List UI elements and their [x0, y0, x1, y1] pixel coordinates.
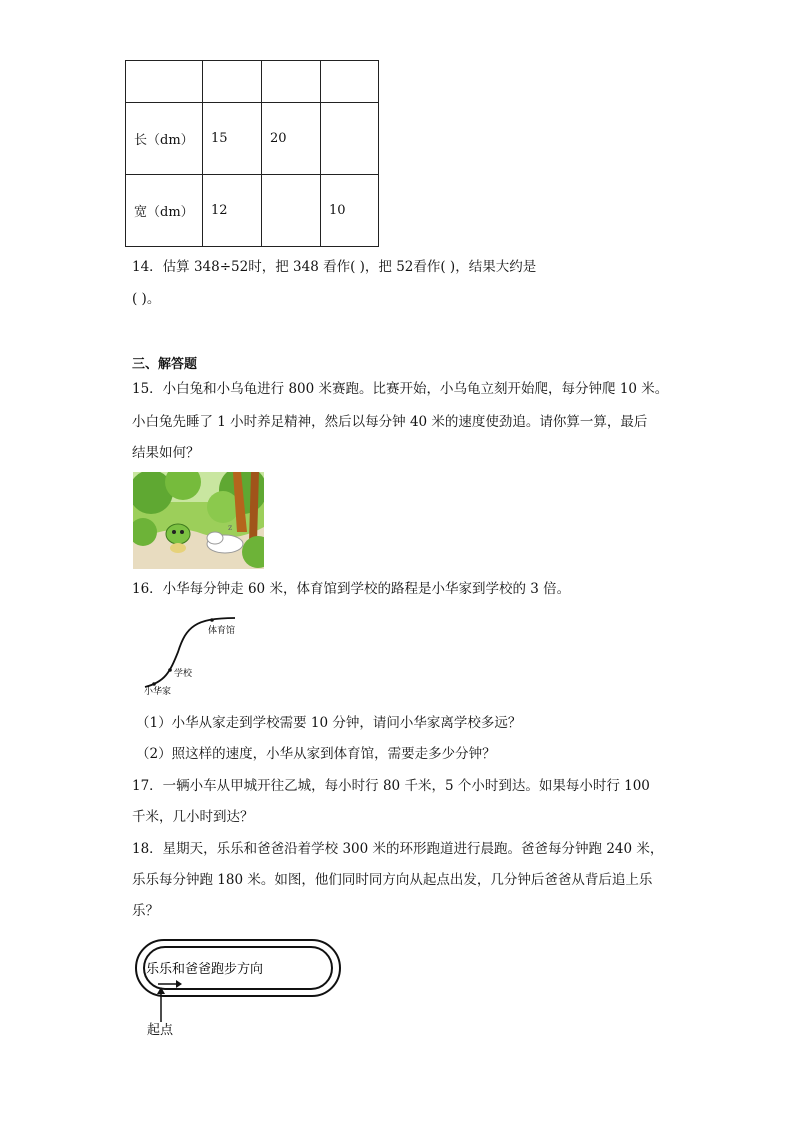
table-cell — [321, 103, 379, 175]
track-label: 乐乐和爸爸跑步方向 — [146, 962, 264, 977]
question-16-line-1: 16．小华每分钟走 60 米，体育馆到学校的路程是小华家到学校的 3 倍。 — [132, 581, 571, 597]
table-cell — [262, 61, 321, 103]
section-title: 三、解答题 — [132, 357, 198, 372]
table-cell — [126, 61, 203, 103]
table-row — [126, 175, 379, 247]
dimension-table — [125, 60, 379, 247]
question-15-line-2: 小白兔先睡了 1 小时养足精神，然后以每分钟 40 米的速度使劲追。请你算一算，最后 — [132, 414, 648, 430]
table-cell: 宽（dm） — [126, 175, 203, 247]
rabbit-turtle-illustration — [133, 472, 264, 569]
question-18-line-1: 18．星期天，乐乐和爸爸沿着学校 300 米的环形跑道进行晨跑。爸爸每分钟跑 240 米， — [132, 841, 664, 857]
question-18-line-3: 乐？ — [132, 903, 159, 919]
question-16-sub-2: （2）照这样的速度，小华从家到体育馆，需要走多少分钟？ — [136, 746, 496, 762]
gym-label: 体育馆 — [208, 626, 236, 636]
direction-arrow-head — [176, 980, 182, 988]
gym-point — [210, 618, 214, 622]
question-16-sub-1: （1）小华从家走到学校需要 10 分钟，请问小华家离学校多远？ — [136, 715, 522, 731]
home-point — [152, 682, 156, 686]
question-14-line-1: 14．估算 348÷52时，把 348 看作( )，把 52看作( )，结果大约是 — [132, 259, 537, 275]
question-15-line-1: 15．小白兔和小乌龟进行 800 米赛跑。比赛开始，小乌龟立刻开始爬，每分钟爬 10 米。 — [132, 381, 669, 397]
table-cell — [203, 61, 262, 103]
route-diagram — [140, 612, 250, 698]
question-18-line-2: 乐乐每分钟跑 180 米。如图，他们同时同方向从起点出发，几分钟后爸爸从背后追上乐 — [132, 872, 653, 888]
table-cell: 20 — [262, 103, 321, 175]
table-cell — [262, 175, 321, 247]
school-point — [168, 668, 172, 672]
home-label: 小华家 — [144, 687, 172, 697]
table-cell: 长（dm） — [126, 103, 203, 175]
question-15-line-3: 结果如何？ — [132, 445, 200, 461]
question-14-line-2: ( )。 — [132, 291, 161, 307]
table-row — [126, 103, 379, 175]
school-label: 学校 — [174, 669, 193, 679]
start-label: 起点 — [147, 1023, 174, 1038]
table-cell: 10 — [321, 175, 379, 247]
running-track-diagram — [134, 938, 346, 1038]
table-cell — [321, 61, 379, 103]
table-cell: 12 — [203, 175, 262, 247]
table-cell: 15 — [203, 103, 262, 175]
question-17-line-2: 千米，几小时到达？ — [132, 809, 254, 825]
svg-text:z: z — [228, 523, 233, 532]
question-17-line-1: 17．一辆小车从甲城开往乙城，每小时行 80 千米，5 个小时到达。如果每小时行 100 — [132, 778, 650, 794]
